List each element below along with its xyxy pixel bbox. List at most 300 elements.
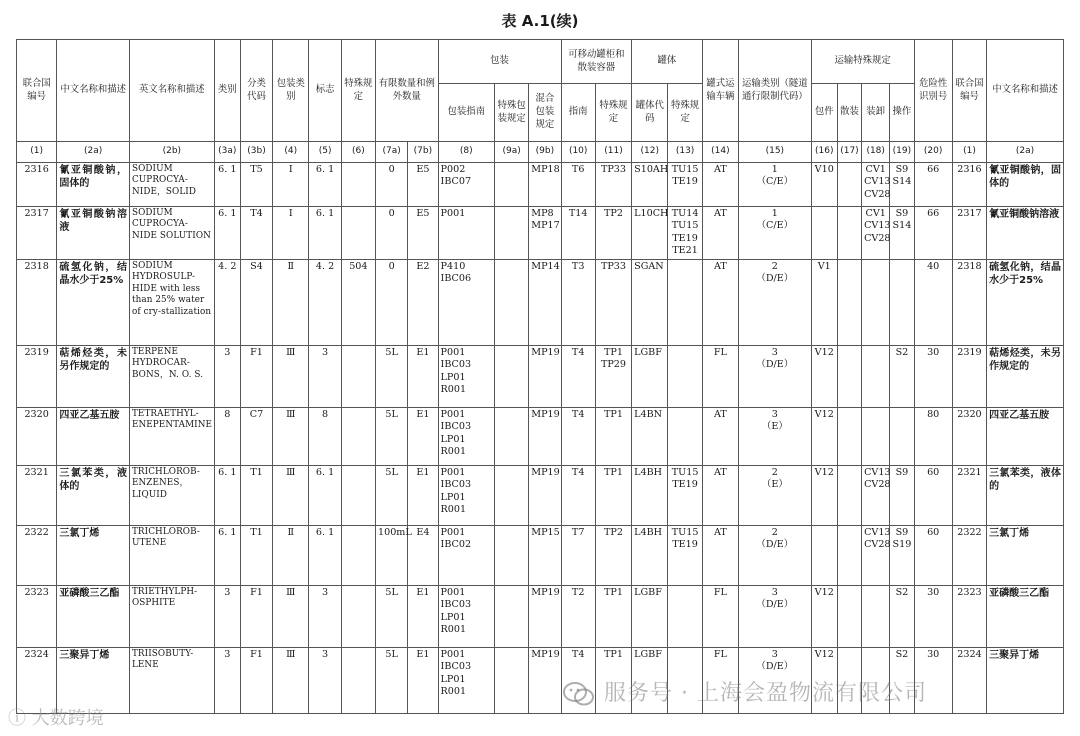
cell-chinese-name-right: 氰亚铜酸钠溶液 — [987, 207, 1064, 260]
cell-limited-quantity: 5L — [376, 465, 408, 525]
table-title: 表 A.1(续) — [501, 12, 579, 30]
cell-chinese-name-right: 萜烯烃类，未另作规定的 — [987, 345, 1064, 407]
table-row — [17, 525, 1064, 585]
cell-loading — [862, 345, 890, 407]
header-mixed-packing: 混合包装规定 — [529, 84, 561, 142]
header-chinese-name-right: 中文名称和描述 — [987, 40, 1064, 142]
cell-packing-instruction: P001 IBC02 — [438, 525, 494, 585]
column-number: (3b) — [240, 142, 272, 163]
cell-bulk — [837, 407, 861, 465]
cell-packages: V1 — [811, 259, 837, 345]
cell-special-provision — [341, 345, 375, 407]
cell-transport-category: 3 （E） — [739, 407, 812, 465]
column-number: (5) — [309, 142, 341, 163]
cell-mixed-packing: MP19 — [529, 585, 561, 647]
column-number: (10) — [561, 142, 595, 163]
cell-classification-code: T1 — [240, 465, 272, 525]
cell-english-name: SODIUM HYDROSULP-HIDE with less than 25% water of cry-stallization — [129, 259, 214, 345]
cell-hazard-id: 66 — [914, 163, 952, 207]
cell-excepted-quantity: E1 — [408, 647, 438, 713]
column-number: (11) — [595, 142, 631, 163]
header-packing-instructions: 包装指南 — [438, 84, 494, 142]
cell-packages: V12 — [811, 407, 837, 465]
cell-chinese-name-right: 四亚乙基五胺 — [987, 407, 1064, 465]
table-row — [17, 465, 1064, 525]
cell-class: 3 — [214, 585, 240, 647]
cell-excepted-quantity: E5 — [408, 207, 438, 260]
header-class: 类别 — [214, 40, 240, 142]
cell-operation: S9 S14 — [890, 207, 914, 260]
cell-bulk — [837, 259, 861, 345]
cell-un-number: 2318 — [17, 259, 57, 345]
cell-label: 8 — [309, 407, 341, 465]
header-labels: 标志 — [309, 40, 341, 142]
cell-hazard-id: 66 — [914, 207, 952, 260]
column-number: (14) — [702, 142, 738, 163]
column-number: (2a) — [987, 142, 1064, 163]
column-number: (8) — [438, 142, 494, 163]
cell-english-name: TRIETHYLPH-OSPHITE — [129, 585, 214, 647]
cell-packages: V12 — [811, 345, 837, 407]
cell-un-number: 2319 — [17, 345, 57, 407]
cell-tank-vehicle: AT — [702, 407, 738, 465]
cell-class: 6. 1 — [214, 525, 240, 585]
cell-tank-code: L10CH — [632, 207, 668, 260]
cell-packages: V12 — [811, 585, 837, 647]
cell-limited-quantity: 100mL — [376, 525, 408, 585]
column-number: (3a) — [214, 142, 240, 163]
cell-label: 3 — [309, 345, 341, 407]
cell-tank-code: LGBF — [632, 585, 668, 647]
cell-hazard-id: 40 — [914, 259, 952, 345]
cell-transport-category: 1 （C/E） — [739, 163, 812, 207]
cell-excepted-quantity: E5 — [408, 163, 438, 207]
cell-packing-instruction: P001 IBC03 LP01 R001 — [438, 407, 494, 465]
cell-chinese-name-right: 亚磷酸三乙酯 — [987, 585, 1064, 647]
cell-hazard-id: 60 — [914, 465, 952, 525]
cell-portable-instruction: T4 — [561, 407, 595, 465]
cell-bulk — [837, 163, 861, 207]
cell-chinese-name-right: 硫氢化钠，结晶水少于25% — [987, 259, 1064, 345]
table-row — [17, 163, 1064, 207]
cell-english-name: TETRAETHYL-ENEPENTAMINE — [129, 407, 214, 465]
cell-operation: S9 — [890, 465, 914, 525]
header-loading: 装卸 — [862, 84, 890, 142]
cell-un-number-right: 2322 — [952, 525, 986, 585]
logo-icon: ⓘ — [8, 708, 26, 729]
column-number: (2b) — [129, 142, 214, 163]
column-number: (20) — [914, 142, 952, 163]
cell-operation: S2 — [890, 647, 914, 713]
header-special-provisions: 特殊规定 — [341, 40, 375, 142]
cell-packing-instruction: P001 — [438, 207, 494, 260]
cell-tank-code: LGBF — [632, 647, 668, 713]
header-special-packing: 特殊包装规定 — [495, 84, 529, 142]
cell-special-packing — [495, 207, 529, 260]
cell-transport-category: 3 （D/E） — [739, 585, 812, 647]
cell-loading — [862, 407, 890, 465]
column-number: (4) — [273, 142, 309, 163]
cell-portable-instruction: T3 — [561, 259, 595, 345]
header-packages: 包件 — [811, 84, 837, 142]
cell-chinese-name: 硫氢化钠，结晶水少于25% — [57, 259, 130, 345]
cell-special-packing — [495, 259, 529, 345]
cell-chinese-name-right: 三氯丁烯 — [987, 525, 1064, 585]
cell-portable-instruction: T14 — [561, 207, 595, 260]
cell-loading — [862, 585, 890, 647]
cell-chinese-name: 氰亚铜酸钠，固体的 — [57, 163, 130, 207]
cell-un-number-right: 2324 — [952, 647, 986, 713]
cell-transport-category: 2 （E） — [739, 465, 812, 525]
cell-operation: S2 — [890, 585, 914, 647]
cell-loading — [862, 259, 890, 345]
cell-packing-group: Ⅰ — [273, 207, 309, 260]
cell-tank-vehicle: AT — [702, 207, 738, 260]
cell-label: 6. 1 — [309, 525, 341, 585]
cell-operation — [890, 407, 914, 465]
cell-class: 6. 1 — [214, 207, 240, 260]
cell-special-provision — [341, 585, 375, 647]
cell-tank-special — [668, 345, 702, 407]
cell-un-number: 2320 — [17, 407, 57, 465]
cell-chinese-name: 三聚异丁烯 — [57, 647, 130, 713]
cell-special-packing — [495, 585, 529, 647]
header-tank-code: 罐体代码 — [632, 84, 668, 142]
cell-chinese-name-right: 三聚异丁烯 — [987, 647, 1064, 713]
cell-portable-special: TP33 — [595, 163, 631, 207]
cell-transport-category: 3 （D/E） — [739, 345, 812, 407]
header-portable-special: 特殊规定 — [595, 84, 631, 142]
cell-classification-code: C7 — [240, 407, 272, 465]
cell-packing-instruction: P001 IBC03 LP01 R001 — [438, 585, 494, 647]
table-row — [17, 259, 1064, 345]
cell-english-name: TERPENE HYDROCAR-BONS，N. O. S. — [129, 345, 214, 407]
cell-label: 3 — [309, 585, 341, 647]
cell-class: 3 — [214, 647, 240, 713]
cell-packages — [811, 207, 837, 260]
header-classification-code: 分类代码 — [240, 40, 272, 142]
cell-tank-special: TU15 TE19 — [668, 525, 702, 585]
cell-limited-quantity: 5L — [376, 647, 408, 713]
cell-un-number-right: 2319 — [952, 345, 986, 407]
cell-chinese-name: 萜烯烃类，未另作规定的 — [57, 345, 130, 407]
cell-packing-group: Ⅲ — [273, 407, 309, 465]
table-row — [17, 585, 1064, 647]
cell-classification-code: F1 — [240, 647, 272, 713]
cell-chinese-name-right: 氰亚铜酸钠，固体的 — [987, 163, 1064, 207]
cell-transport-category: 1 （C/E） — [739, 207, 812, 260]
cell-transport-category: 3 （D/E） — [739, 647, 812, 713]
cell-packing-instruction: P001 IBC03 LP01 R001 — [438, 465, 494, 525]
cell-label: 6. 1 — [309, 207, 341, 260]
cell-packing-group: Ⅲ — [273, 465, 309, 525]
cell-un-number-right: 2318 — [952, 259, 986, 345]
cell-operation — [890, 259, 914, 345]
cell-excepted-quantity: E1 — [408, 585, 438, 647]
cell-class: 6. 1 — [214, 465, 240, 525]
header-tank-special: 特殊规定 — [668, 84, 702, 142]
cell-class: 6. 1 — [214, 163, 240, 207]
cell-excepted-quantity: E4 — [408, 525, 438, 585]
column-number: (6) — [341, 142, 375, 163]
cell-special-packing — [495, 163, 529, 207]
cell-packing-group: Ⅱ — [273, 525, 309, 585]
header-un-number-right: 联合国编号 — [952, 40, 986, 142]
column-number: (7b) — [408, 142, 438, 163]
cell-packing-group: Ⅲ — [273, 345, 309, 407]
header-un-number: 联合国编号 — [17, 40, 57, 142]
cell-label: 6. 1 — [309, 163, 341, 207]
header-packaging-group: 包装 — [438, 40, 561, 84]
cell-chinese-name: 四亚乙基五胺 — [57, 407, 130, 465]
cell-loading: CV13 CV28 — [862, 465, 890, 525]
header-tank-group: 罐体 — [632, 40, 703, 84]
cell-transport-category: 2 （D/E） — [739, 525, 812, 585]
cell-operation: S9 S14 — [890, 163, 914, 207]
cell-operation: S9 S19 — [890, 525, 914, 585]
cell-mixed-packing: MP19 — [529, 647, 561, 713]
cell-classification-code: T1 — [240, 525, 272, 585]
cell-special-provision — [341, 163, 375, 207]
cell-portable-special: TP2 — [595, 207, 631, 260]
cell-hazard-id: 30 — [914, 647, 952, 713]
column-number: (9a) — [495, 142, 529, 163]
cell-portable-instruction: T4 — [561, 647, 595, 713]
cell-special-packing — [495, 647, 529, 713]
column-number: (12) — [632, 142, 668, 163]
cell-operation: S2 — [890, 345, 914, 407]
cell-tank-code: S10AH — [632, 163, 668, 207]
cell-bulk — [837, 525, 861, 585]
cell-excepted-quantity: E2 — [408, 259, 438, 345]
cell-mixed-packing: MP19 — [529, 345, 561, 407]
cell-loading: CV13 CV28 — [862, 525, 890, 585]
cell-tank-vehicle: AT — [702, 525, 738, 585]
cell-un-number-right: 2321 — [952, 465, 986, 525]
cell-label: 3 — [309, 647, 341, 713]
cell-label: 6. 1 — [309, 465, 341, 525]
cell-packing-instruction: P001 IBC03 LP01 R001 — [438, 647, 494, 713]
column-number-row — [17, 142, 1064, 163]
cell-packages: V12 — [811, 647, 837, 713]
cell-tank-vehicle: FL — [702, 647, 738, 713]
cell-packing-group: Ⅰ — [273, 163, 309, 207]
cell-un-number-right: 2316 — [952, 163, 986, 207]
cell-bulk — [837, 585, 861, 647]
cell-tank-special: TU15 TE19 — [668, 465, 702, 525]
wechat-icon — [562, 681, 596, 707]
cell-un-number: 2321 — [17, 465, 57, 525]
cell-un-number: 2322 — [17, 525, 57, 585]
cell-classification-code: T4 — [240, 207, 272, 260]
cell-packing-instruction: P410 IBC06 — [438, 259, 494, 345]
cell-english-name: TRICHLOROB-ENZENES，LIQUID — [129, 465, 214, 525]
cell-limited-quantity: 5L — [376, 345, 408, 407]
cell-packing-instruction: P002 IBC07 — [438, 163, 494, 207]
cell-tank-special — [668, 407, 702, 465]
cell-classification-code: S4 — [240, 259, 272, 345]
cell-tank-special — [668, 585, 702, 647]
cell-portable-special: TP1 — [595, 465, 631, 525]
cell-class: 3 — [214, 345, 240, 407]
column-number: (18) — [862, 142, 890, 163]
watermark — [562, 676, 927, 707]
cell-tank-vehicle: AT — [702, 465, 738, 525]
header-special-provisions-carriage: 运输特殊规定 — [811, 40, 914, 84]
cell-special-provision — [341, 465, 375, 525]
cell-un-number: 2316 — [17, 163, 57, 207]
cell-portable-special: TP33 — [595, 259, 631, 345]
cell-tank-vehicle: AT — [702, 163, 738, 207]
cell-portable-special: TP1 — [595, 585, 631, 647]
column-number: (17) — [837, 142, 861, 163]
dangerous-goods-table — [16, 39, 1064, 714]
cell-portable-instruction: T4 — [561, 465, 595, 525]
header-limited-quantities: 有限数量和例外数量 — [376, 40, 439, 142]
column-number: (19) — [890, 142, 914, 163]
cell-un-number: 2323 — [17, 585, 57, 647]
column-number: (7a) — [376, 142, 408, 163]
cell-tank-special: TU15 TE19 — [668, 163, 702, 207]
cell-chinese-name: 三氯苯类，液体的 — [57, 465, 130, 525]
cell-class: 4. 2 — [214, 259, 240, 345]
cell-portable-instruction: T4 — [561, 345, 595, 407]
cell-mixed-packing: MP8 MP17 — [529, 207, 561, 260]
cell-packages: V10 — [811, 163, 837, 207]
cell-tank-code: L4BN — [632, 407, 668, 465]
cell-bulk — [837, 465, 861, 525]
cell-un-number-right: 2317 — [952, 207, 986, 260]
cell-transport-category: 2 （D/E） — [739, 259, 812, 345]
header-bulk: 散装 — [837, 84, 861, 142]
cell-english-name: SODIUM CUPROCYA-NIDE，SOLID — [129, 163, 214, 207]
cell-chinese-name: 亚磷酸三乙酯 — [57, 585, 130, 647]
table-body — [17, 163, 1064, 714]
cell-portable-special: TP2 — [595, 525, 631, 585]
cell-special-packing — [495, 407, 529, 465]
header-operation: 操作 — [890, 84, 914, 142]
cell-hazard-id: 30 — [914, 345, 952, 407]
cell-un-number: 2317 — [17, 207, 57, 260]
cell-un-number-right: 2323 — [952, 585, 986, 647]
cell-tank-vehicle: FL — [702, 585, 738, 647]
cell-limited-quantity: 0 — [376, 259, 408, 345]
cell-portable-instruction: T7 — [561, 525, 595, 585]
cell-special-provision — [341, 407, 375, 465]
column-number: (2a) — [57, 142, 130, 163]
cell-excepted-quantity: E1 — [408, 345, 438, 407]
table-row — [17, 407, 1064, 465]
cell-mixed-packing: MP19 — [529, 407, 561, 465]
column-number: (1) — [17, 142, 57, 163]
cell-packing-group: Ⅱ — [273, 259, 309, 345]
cell-portable-instruction: T2 — [561, 585, 595, 647]
cell-packing-group: Ⅲ — [273, 647, 309, 713]
logo-text: 大数跨境 — [31, 708, 104, 729]
cell-english-name: TRIISOBUTY-LENE — [129, 647, 214, 713]
cell-mixed-packing: MP15 — [529, 525, 561, 585]
column-number: (1) — [952, 142, 986, 163]
cell-special-provision — [341, 525, 375, 585]
cell-special-provision — [341, 647, 375, 713]
cell-mixed-packing: MP19 — [529, 465, 561, 525]
cell-tank-special: TU14 TU15 TE19 TE21 — [668, 207, 702, 260]
cell-special-packing — [495, 465, 529, 525]
cell-limited-quantity: 5L — [376, 407, 408, 465]
cell-chinese-name: 氰亚铜酸钠溶液 — [57, 207, 130, 260]
table-row — [17, 207, 1064, 260]
cell-bulk — [837, 207, 861, 260]
cell-tank-special — [668, 259, 702, 345]
header-packing-group: 包装类别 — [273, 40, 309, 142]
cell-packages — [811, 525, 837, 585]
header-portable-instructions: 指南 — [561, 84, 595, 142]
cell-classification-code: F1 — [240, 585, 272, 647]
cell-loading: CV1 CV13 CV28 — [862, 163, 890, 207]
cell-limited-quantity: 0 — [376, 163, 408, 207]
cell-excepted-quantity: E1 — [408, 465, 438, 525]
cell-special-provision: 504 — [341, 259, 375, 345]
header-english-name: 英文名称和描述 — [129, 40, 214, 142]
cell-label: 4. 2 — [309, 259, 341, 345]
cell-hazard-id: 60 — [914, 525, 952, 585]
cell-mixed-packing: MP18 — [529, 163, 561, 207]
cell-portable-special: TP1 — [595, 647, 631, 713]
cell-english-name: SODIUM CUPROCYA-NIDE SOLUTION — [129, 207, 214, 260]
cell-mixed-packing: MP14 — [529, 259, 561, 345]
cell-limited-quantity: 0 — [376, 207, 408, 260]
cell-class: 8 — [214, 407, 240, 465]
cell-english-name: TRICHLOROB-UTENE — [129, 525, 214, 585]
cell-un-number: 2324 — [17, 647, 57, 713]
header-hazard-id: 危险性识别号 — [914, 40, 952, 142]
watermark-text: 服务号 · 上海会盈物流有限公司 — [604, 681, 927, 706]
cell-portable-instruction: T6 — [561, 163, 595, 207]
cell-classification-code: T5 — [240, 163, 272, 207]
cell-tank-vehicle: FL — [702, 345, 738, 407]
cell-special-packing — [495, 525, 529, 585]
cell-tank-vehicle: AT — [702, 259, 738, 345]
cell-special-provision — [341, 207, 375, 260]
header-chinese-name: 中文名称和描述 — [57, 40, 130, 142]
brand-logo — [8, 704, 104, 730]
column-number: (15) — [739, 142, 812, 163]
cell-packing-instruction: P001 IBC03 LP01 R001 — [438, 345, 494, 407]
cell-un-number-right: 2320 — [952, 407, 986, 465]
cell-portable-special: TP1 — [595, 407, 631, 465]
column-number: (16) — [811, 142, 837, 163]
cell-packages: V12 — [811, 465, 837, 525]
cell-hazard-id: 80 — [914, 407, 952, 465]
cell-tank-code: L4BH — [632, 525, 668, 585]
column-number: (9b) — [529, 142, 561, 163]
cell-portable-special: TP1 TP29 — [595, 345, 631, 407]
cell-hazard-id: 30 — [914, 585, 952, 647]
cell-tank-code: LGBF — [632, 345, 668, 407]
header-transport-category: 运输类别（隧道通行限制代码） — [739, 40, 812, 142]
table-row — [17, 345, 1064, 407]
cell-bulk — [837, 345, 861, 407]
column-number: (13) — [668, 142, 702, 163]
header-tank-vehicle: 罐式运输车辆 — [702, 40, 738, 142]
header-portable-tanks: 可移动罐柜和散装容器 — [561, 40, 632, 84]
cell-classification-code: F1 — [240, 345, 272, 407]
cell-tank-code: SGAN — [632, 259, 668, 345]
cell-packing-group: Ⅲ — [273, 585, 309, 647]
cell-excepted-quantity: E1 — [408, 407, 438, 465]
cell-tank-code: L4BH — [632, 465, 668, 525]
cell-chinese-name: 三氯丁烯 — [57, 525, 130, 585]
